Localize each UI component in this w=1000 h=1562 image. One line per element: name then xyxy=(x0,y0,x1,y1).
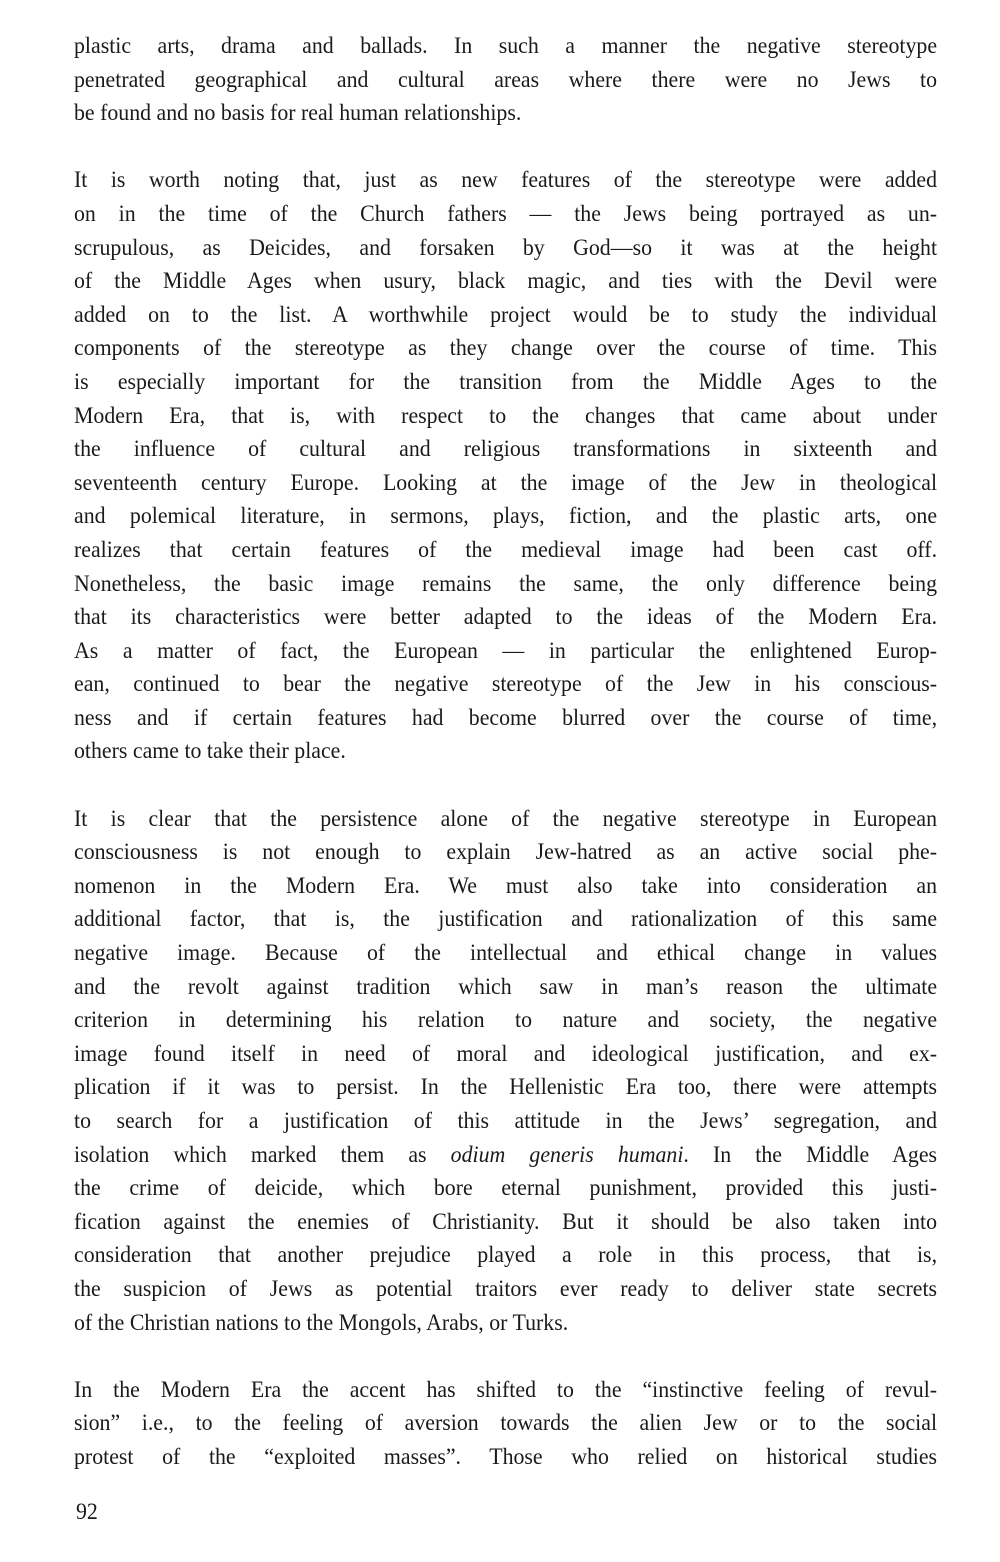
paragraph-spacer xyxy=(74,131,937,165)
text-line: criterion in determining his relation to nature and society, the negative xyxy=(74,1007,938,1034)
text-line: ness and if certain features had become blurred over the course of time, xyxy=(74,704,938,731)
text-line: the crime of deicide, which bore eternal punishment, provided this justi- xyxy=(74,1175,938,1202)
paragraph-1 xyxy=(74,30,937,131)
text-line: Modern Era, that is, with respect to the changes that came about under xyxy=(74,402,938,429)
text-line: consciousness is not enough to explain Jew-hatred as an active social phe- xyxy=(74,839,938,866)
text-line: be found and no basis for real human relationships. xyxy=(74,100,522,127)
text-line: the suspicion of Jews as potential traitors ever ready to deliver state secrets xyxy=(74,1275,938,1302)
text-line: realizes that certain features of the medieval image had been cast off. xyxy=(74,536,938,563)
text-line: As a matter of fact, the European — in particular the enlightened Europ- xyxy=(74,637,938,664)
latin-phrase: odium generis humani xyxy=(450,1141,684,1168)
text-line: consideration that another prejudice played a role in this process, that is, xyxy=(74,1242,938,1269)
book-page xyxy=(74,30,937,1475)
text-line: additional factor, that is, the justification and rationalization of this same xyxy=(74,906,938,933)
text-line: plication if it was to persist. In the Hellenistic Era too, there were attempts xyxy=(74,1074,938,1101)
text-line: fication against the enemies of Christianity. But it should be also taken into xyxy=(74,1208,938,1235)
text-line: that its characteristics were better adapted to the ideas of the Modern Era. xyxy=(74,604,938,631)
text-line: negative image. Because of the intellectual and ethical change in values xyxy=(74,940,938,967)
text-line: and polemical literature, in sermons, plays, fiction, and the plastic arts, one xyxy=(74,503,938,530)
text-line: scrupulous, as Deicides, and forsaken by God—so it was at the height xyxy=(74,234,938,261)
text-line: Nonetheless, the basic image remains the same, the only difference being xyxy=(74,570,938,597)
paragraph-spacer xyxy=(74,769,937,803)
paragraph-3 xyxy=(74,803,937,1341)
text-line: of the Christian nations to the Mongols, Arabs, or Turks. xyxy=(74,1309,569,1336)
text-line: image found itself in need of moral and ideological justification, and ex- xyxy=(74,1040,938,1067)
text-line: and the revolt against tradition which saw in man’s reason the ultimate xyxy=(74,973,938,1000)
text-line: protest of the “exploited masses”. Those who relied on historical studies xyxy=(74,1443,938,1470)
text-line: others came to take their place. xyxy=(74,738,346,765)
paragraph-4 xyxy=(74,1374,937,1475)
text-line: components of the stereotype as they change over the course of time. This xyxy=(74,335,938,362)
paragraph-spacer xyxy=(74,1340,937,1374)
text-run: isolation which marked them as xyxy=(74,1141,451,1168)
paragraph-2 xyxy=(74,164,937,769)
text-line: the influence of cultural and religious transformations in sixteenth and xyxy=(74,436,938,463)
text-line: nomenon in the Modern Era. We must also take into consideration an xyxy=(74,872,938,899)
text-line: sion” i.e., to the feeling of aversion towards the alien Jew or to the social xyxy=(74,1410,938,1437)
text-line: to search for a justification of this attitude in the Jews’ segregation, and xyxy=(74,1108,938,1134)
text-line: seventeenth century Europe. Looking at the image of the Jew in theological xyxy=(74,469,938,496)
text-line: It is clear that the persistence alone of the negative stereotype in European xyxy=(74,805,938,832)
text-line: It is worth noting that, just as new features of the stereotype were added xyxy=(74,167,938,194)
text-line: added on to the list. A worthwhile project would be to study the individual xyxy=(74,301,938,328)
text-line: of the Middle Ages when usury, black magic, and ties with the Devil were xyxy=(74,268,938,295)
text-line-with-italic xyxy=(74,1139,937,1173)
text-run: . In the Middle Ages xyxy=(683,1141,938,1168)
text-line: plastic arts, drama and ballads. In such a manner the negative stereotype xyxy=(74,33,938,59)
page-number: 92 xyxy=(76,1499,98,1525)
text-line: on in the time of the Church fathers — the Jews being portrayed as un- xyxy=(74,200,938,227)
text-line: ean, continued to bear the negative stereotype of the Jew in his conscious- xyxy=(74,671,938,698)
text-line: In the Modern Era the accent has shifted to the “instinctive feeling of revul- xyxy=(74,1376,938,1403)
text-line: penetrated geographical and cultural areas where there were no Jews to xyxy=(74,66,938,93)
text-line: is especially important for the transition from the Middle Ages to the xyxy=(74,368,938,395)
